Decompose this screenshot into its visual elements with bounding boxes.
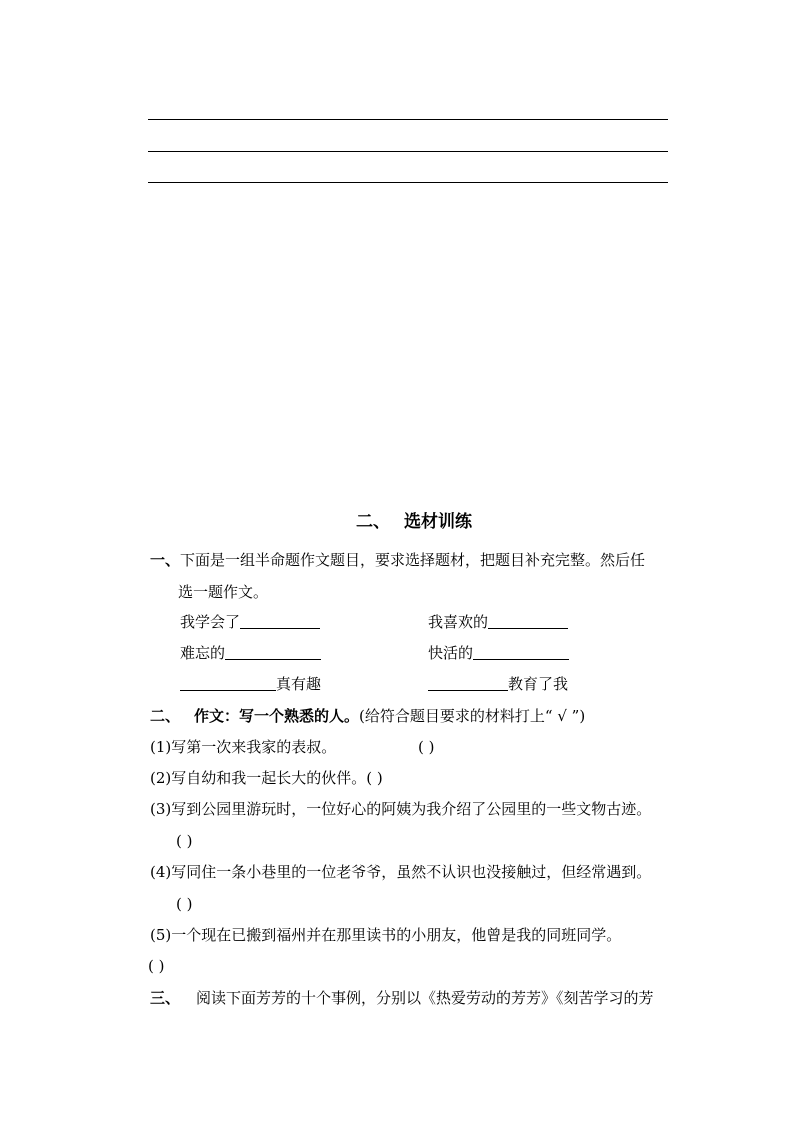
q3-text: 阅读下面芳芳的十个事例，分别以《热爱劳动的芳芳》《刻苦学习的芳 bbox=[196, 989, 654, 1007]
option-1: (1)写第一次来我家的表叔。 bbox=[150, 738, 337, 756]
fill-blank[interactable] bbox=[473, 645, 569, 660]
answer-paren[interactable]: ( ) bbox=[148, 957, 165, 975]
q3-number: 三、 bbox=[150, 989, 181, 1007]
option-5: (5)一个现在已搬到福州并在那里读书的小朋友，他曾是我的同班同学。 bbox=[150, 926, 622, 944]
q2-number: 二、 bbox=[150, 707, 181, 725]
item-prefix: 难忘的 bbox=[180, 644, 226, 662]
q3-line bbox=[150, 988, 654, 1008]
section-title bbox=[356, 512, 472, 532]
option-text: (2)写自幼和我一起长大的伙伴。 bbox=[150, 769, 367, 787]
fill-blank[interactable] bbox=[488, 614, 568, 629]
item-prefix: 我喜欢的 bbox=[428, 613, 489, 631]
q1-item bbox=[180, 674, 321, 694]
item-prefix: 快活的 bbox=[428, 644, 474, 662]
fill-blank[interactable] bbox=[240, 614, 320, 629]
answer-paren[interactable]: ( ) bbox=[176, 895, 193, 913]
answer-line bbox=[148, 119, 668, 120]
option-4: (4)写同住一条小巷里的一位老爷爷，虽然不认识也没接触过，但经常遇到。 bbox=[150, 863, 652, 881]
item-suffix: 教育了我 bbox=[508, 675, 569, 693]
fill-blank[interactable] bbox=[428, 676, 508, 691]
q2-instruction: (给符合题目要求的材料打上“ √ ”) bbox=[359, 707, 586, 725]
q1-line1 bbox=[150, 550, 645, 570]
answer-line bbox=[148, 182, 668, 183]
q1-item bbox=[428, 674, 568, 694]
q2-heading-line bbox=[150, 706, 585, 726]
answer-line bbox=[148, 151, 668, 152]
item-suffix: 真有趣 bbox=[276, 675, 322, 693]
item-prefix: 我学会了 bbox=[180, 613, 241, 631]
fill-blank[interactable] bbox=[180, 676, 276, 691]
fill-blank[interactable] bbox=[225, 645, 321, 660]
q1-item bbox=[180, 643, 321, 663]
option-2 bbox=[150, 768, 383, 788]
q1-item bbox=[428, 612, 568, 632]
option-3: (3)写到公园里游玩时，一位好心的阿姨为我介绍了公园里的一些文物古迹。 bbox=[150, 800, 652, 818]
q1-line2: 选一题作文。 bbox=[178, 583, 269, 601]
answer-paren[interactable]: ( ) bbox=[366, 769, 383, 787]
answer-paren[interactable]: ( ) bbox=[176, 832, 193, 850]
q1-number: 一、 bbox=[150, 551, 181, 569]
q2-heading: 作文：写一个熟悉的人。 bbox=[194, 707, 360, 725]
section-text: 选材训练 bbox=[404, 512, 472, 532]
q1-item bbox=[180, 612, 320, 632]
answer-paren[interactable]: ( ) bbox=[418, 738, 435, 756]
section-number: 二、 bbox=[356, 512, 390, 532]
q1-item bbox=[428, 643, 569, 663]
q1-text: 下面是一组半命题作文题目，要求选择题材，把题目补充完整。然后任 bbox=[180, 551, 646, 569]
